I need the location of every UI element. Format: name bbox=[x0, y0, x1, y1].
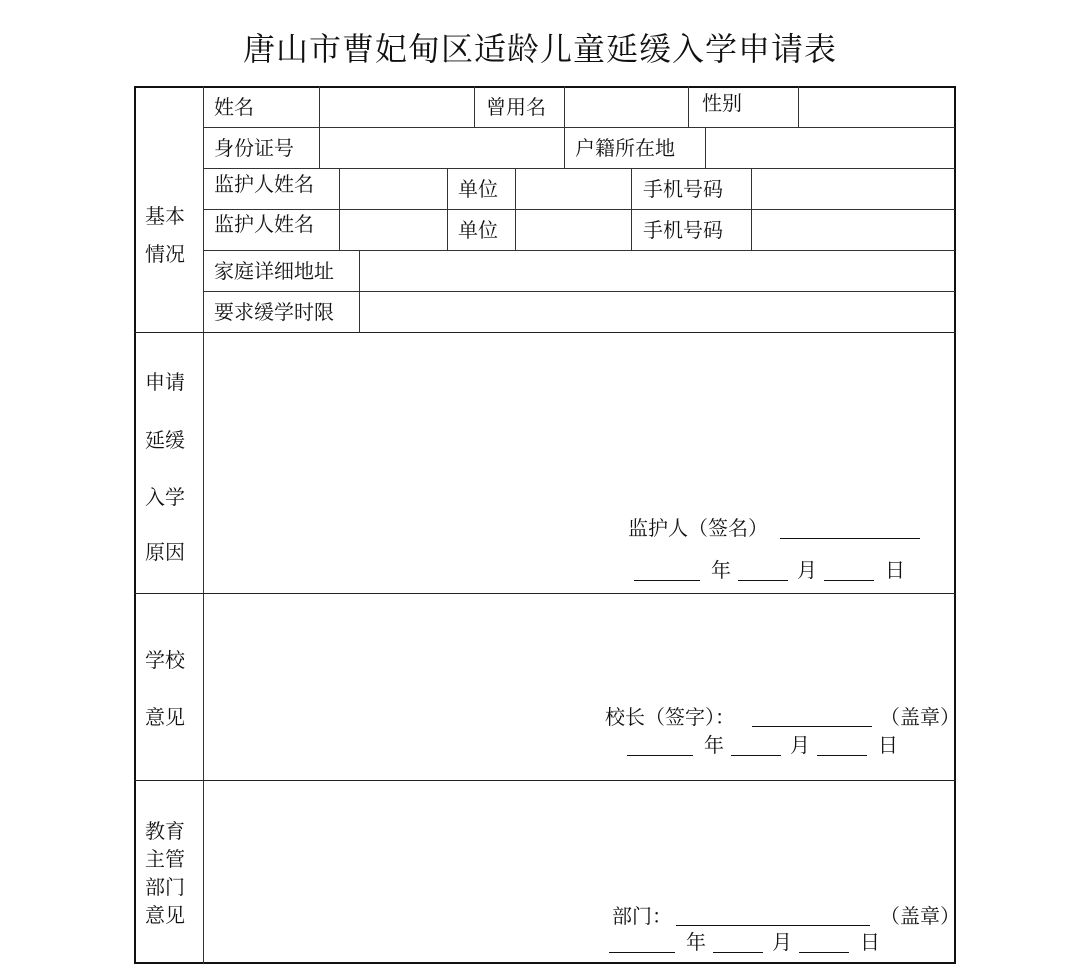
day-label: 日 bbox=[878, 733, 898, 757]
mobile-label: 手机号码 bbox=[643, 218, 723, 242]
month-label: 月 bbox=[797, 558, 817, 582]
reason-text-area[interactable] bbox=[206, 336, 952, 496]
section-label-school: 意见 bbox=[145, 705, 185, 729]
school-month-line[interactable] bbox=[731, 755, 781, 756]
row-line bbox=[203, 291, 955, 292]
table-right-border bbox=[954, 86, 956, 964]
school-seal-label: （盖章） bbox=[880, 705, 960, 729]
section-label-basic: 基本 bbox=[145, 204, 185, 228]
reason-day-line[interactable] bbox=[824, 580, 874, 581]
label-column-divider bbox=[203, 86, 204, 964]
cell-divider bbox=[447, 168, 448, 250]
cell-divider bbox=[339, 168, 340, 250]
id-number-field[interactable] bbox=[321, 129, 562, 167]
former-name-field[interactable] bbox=[566, 88, 686, 126]
gender-field[interactable] bbox=[800, 88, 952, 126]
cell-divider bbox=[705, 127, 706, 168]
section-label-basic: 情况 bbox=[145, 242, 185, 266]
section-label-reason: 延缓 bbox=[145, 428, 185, 452]
id-number-label: 身份证号 bbox=[214, 136, 294, 160]
month-label: 月 bbox=[790, 733, 810, 757]
home-address-field[interactable] bbox=[361, 252, 952, 290]
guardian-name-label: 监护人姓名 bbox=[214, 212, 314, 236]
guardian-name-label: 监护人姓名 bbox=[214, 172, 314, 196]
deferral-period-label: 要求缓学时限 bbox=[214, 300, 334, 324]
department-label: 部门： bbox=[612, 904, 672, 928]
household-location-label: 户籍所在地 bbox=[575, 136, 675, 160]
unit-field[interactable] bbox=[517, 170, 629, 208]
year-label: 年 bbox=[704, 733, 724, 757]
cell-divider bbox=[798, 86, 799, 127]
cell-divider bbox=[359, 250, 360, 332]
section-label-education: 主管 bbox=[145, 847, 185, 871]
unit-field[interactable] bbox=[517, 211, 629, 249]
home-address-label: 家庭详细地址 bbox=[214, 259, 334, 283]
education-month-line[interactable] bbox=[713, 952, 763, 953]
section-label-education: 意见 bbox=[145, 903, 185, 927]
mobile-field[interactable] bbox=[753, 211, 952, 249]
section-label-reason: 入学 bbox=[145, 485, 185, 509]
section-label-education: 部门 bbox=[145, 875, 185, 899]
household-location-field[interactable] bbox=[707, 129, 952, 167]
cell-divider bbox=[564, 86, 565, 127]
education-seal-label: （盖章） bbox=[880, 904, 960, 928]
day-label: 日 bbox=[885, 558, 905, 582]
section-divider bbox=[134, 593, 956, 594]
section-divider bbox=[134, 780, 956, 781]
row-line bbox=[203, 209, 955, 210]
row-line bbox=[203, 250, 955, 251]
department-sign-line[interactable] bbox=[676, 925, 870, 926]
education-year-line[interactable] bbox=[609, 952, 675, 953]
cell-divider bbox=[751, 168, 752, 250]
name-field[interactable] bbox=[321, 88, 472, 126]
cell-divider bbox=[319, 86, 320, 127]
month-label: 月 bbox=[772, 930, 792, 954]
education-opinion-area[interactable] bbox=[206, 784, 952, 894]
former-name-label: 曾用名 bbox=[486, 95, 546, 119]
cell-divider bbox=[515, 168, 516, 250]
section-label-school: 学校 bbox=[145, 648, 185, 672]
row-line bbox=[203, 168, 955, 169]
deferral-period-field[interactable] bbox=[361, 293, 952, 331]
reason-month-line[interactable] bbox=[738, 580, 788, 581]
day-label: 日 bbox=[860, 930, 880, 954]
school-opinion-area[interactable] bbox=[206, 597, 952, 692]
guardian-sign-line[interactable] bbox=[780, 538, 920, 539]
year-label: 年 bbox=[686, 930, 706, 954]
mobile-field[interactable] bbox=[753, 170, 952, 208]
unit-label: 单位 bbox=[458, 218, 498, 242]
reason-year-line[interactable] bbox=[634, 580, 700, 581]
guardian-name-field[interactable] bbox=[341, 211, 445, 249]
unit-label: 单位 bbox=[458, 177, 498, 201]
guardian-sign-label: 监护人（签名） bbox=[628, 516, 768, 540]
gender-label: 性别 bbox=[702, 91, 742, 115]
table-bottom-border bbox=[134, 962, 956, 964]
form-title: 唐山市曹妃甸区适龄儿童延缓入学申请表 bbox=[242, 30, 837, 68]
year-label: 年 bbox=[711, 558, 731, 582]
table-left-border bbox=[134, 86, 136, 964]
principal-sign-line[interactable] bbox=[752, 726, 872, 727]
principal-sign-label: 校长（签字）： bbox=[605, 705, 735, 729]
cell-divider bbox=[564, 127, 565, 168]
cell-divider bbox=[631, 168, 632, 250]
section-divider bbox=[134, 332, 956, 333]
cell-divider bbox=[474, 86, 475, 127]
section-label-education: 教育 bbox=[145, 819, 185, 843]
name-label: 姓名 bbox=[214, 95, 254, 119]
mobile-label: 手机号码 bbox=[643, 177, 723, 201]
cell-divider bbox=[319, 127, 320, 168]
section-label-reason: 申请 bbox=[145, 370, 185, 394]
school-year-line[interactable] bbox=[627, 755, 693, 756]
education-day-line[interactable] bbox=[799, 952, 849, 953]
row-line bbox=[203, 127, 955, 128]
section-label-reason: 原因 bbox=[145, 540, 185, 564]
cell-divider bbox=[688, 86, 689, 127]
school-day-line[interactable] bbox=[817, 755, 867, 756]
guardian-name-field[interactable] bbox=[341, 170, 445, 208]
